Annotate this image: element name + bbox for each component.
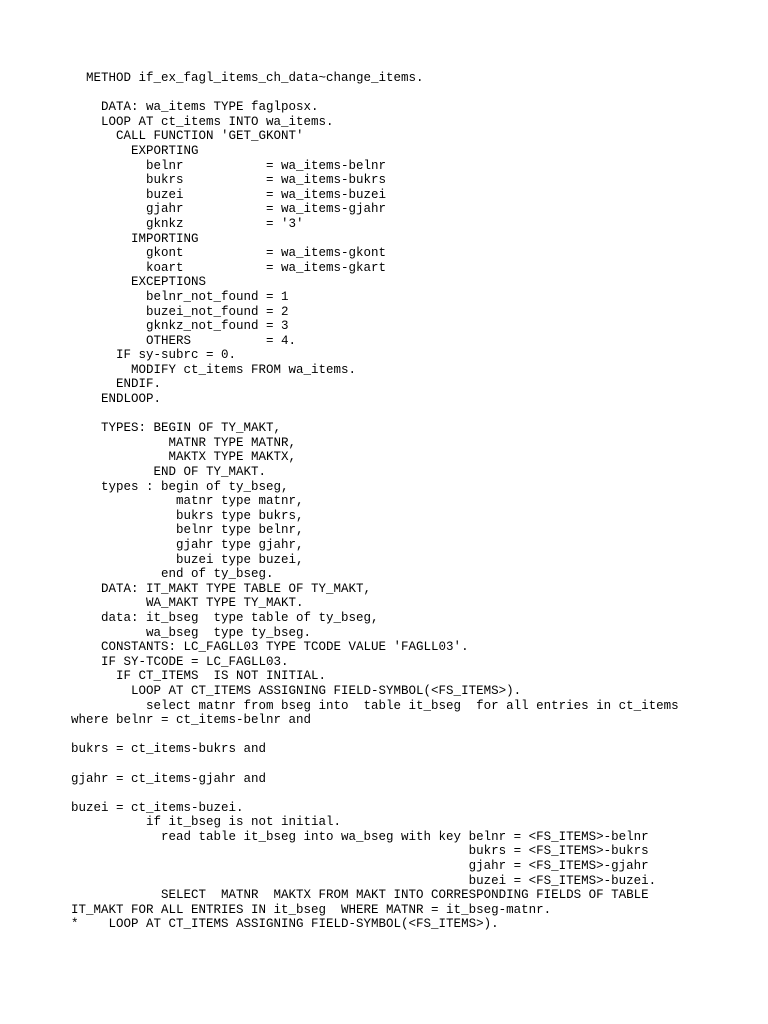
code-line: OTHERS = 4.: [71, 333, 297, 348]
code-line: data: it_bseg type table of ty_bseg,: [71, 610, 379, 625]
code-line: koart = wa_items-gkart: [71, 260, 387, 275]
document-page: [71, 71, 751, 971]
code-line: buzei_not_found = 2: [71, 304, 289, 319]
code-line: if it_bseg is not initial.: [71, 815, 342, 830]
code-line: read table it_bseg into wa_bseg with key belnr = <FS_ITEMS>-belnr: [71, 829, 649, 844]
code-line: bukrs = <FS_ITEMS>-bukrs: [71, 844, 649, 859]
code-line: MODIFY ct_items FROM wa_items.: [71, 362, 357, 377]
code-line: ENDIF.: [71, 377, 162, 392]
code-line: gjahr = ct_items-gjahr and: [71, 771, 267, 786]
code-line: WA_MAKT TYPE TY_MAKT.: [71, 596, 304, 611]
code-line: [71, 786, 751, 801]
code-line: IF SY-TCODE = LC_FAGLL03.: [71, 654, 289, 669]
code-line: LOOP AT ct_items INTO wa_items.: [71, 114, 334, 129]
code-line: belnr_not_found = 1: [71, 289, 289, 304]
code-line: IF sy-subrc = 0.: [71, 348, 237, 363]
code-line: gjahr = wa_items-gjahr: [71, 202, 387, 217]
code-line: buzei = <FS_ITEMS>-buzei.: [71, 873, 657, 888]
code-line: CALL FUNCTION 'GET_GKONT': [71, 129, 304, 144]
code-line: belnr = wa_items-belnr: [71, 158, 387, 173]
code-line: ENDLOOP.: [71, 392, 162, 407]
code-line: gkont = wa_items-gkont: [71, 246, 387, 261]
code-line: MATNR TYPE MATNR,: [71, 435, 297, 450]
code-line: where belnr = ct_items-belnr and: [71, 713, 312, 728]
code-line: CONSTANTS: LC_FAGLL03 TYPE TCODE VALUE 'FAGLL03'.: [71, 640, 469, 655]
code-line: select matnr from bseg into table it_bseg for all entries in ct_items: [71, 698, 679, 713]
code-line: DATA: IT_MAKT TYPE TABLE OF TY_MAKT,: [71, 581, 372, 596]
code-line: IMPORTING: [71, 231, 199, 246]
code-line: [71, 757, 751, 772]
code-line: buzei type buzei,: [71, 552, 304, 567]
code-line: gjahr = <FS_ITEMS>-gjahr: [71, 859, 649, 874]
code-line: LOOP AT CT_ITEMS ASSIGNING FIELD-SYMBOL(<FS_ITEMS>).: [71, 683, 522, 698]
code-line: MAKTX TYPE MAKTX,: [71, 450, 297, 465]
code-line: gknkz = '3': [71, 216, 304, 231]
code-line: [71, 728, 751, 743]
code-line: bukrs = ct_items-bukrs and: [71, 742, 267, 757]
code-line: IF CT_ITEMS IS NOT INITIAL.: [71, 669, 327, 684]
code-line: bukrs = wa_items-bukrs: [71, 173, 387, 188]
code-line: METHOD if_ex_fagl_items_ch_data~change_items.: [71, 71, 424, 85]
code-line: EXPORTING: [71, 143, 199, 158]
code-line: SELECT MATNR MAKTX FROM MAKT INTO CORRESPONDING FIELDS OF TABLE: [71, 888, 649, 903]
code-line: * LOOP AT CT_ITEMS ASSIGNING FIELD-SYMBOL(<FS_ITEMS>).: [71, 917, 499, 932]
code-line: wa_bseg type ty_bseg.: [71, 625, 312, 640]
code-line: END OF TY_MAKT.: [71, 465, 267, 480]
code-line: types : begin of ty_bseg,: [71, 479, 289, 494]
code-line: bukrs type bukrs,: [71, 508, 304, 523]
abap-code-listing: [71, 71, 751, 932]
code-line: buzei = wa_items-buzei: [71, 187, 387, 202]
code-line: matnr type matnr,: [71, 494, 304, 509]
code-line: [71, 407, 751, 422]
code-line: DATA: wa_items TYPE faglposx.: [71, 100, 319, 115]
code-line: buzei = ct_items-buzei.: [71, 800, 244, 815]
code-line: belnr type belnr,: [71, 523, 304, 538]
code-line: EXCEPTIONS: [71, 275, 207, 290]
code-line: IT_MAKT FOR ALL ENTRIES IN it_bseg WHERE MATNR = it_bseg-matnr.: [71, 902, 552, 917]
code-line: [71, 86, 751, 101]
code-line: end of ty_bseg.: [71, 567, 274, 582]
code-line: gjahr type gjahr,: [71, 538, 304, 552]
code-line: TYPES: BEGIN OF TY_MAKT,: [71, 421, 282, 436]
code-line: gknkz_not_found = 3: [71, 319, 289, 334]
